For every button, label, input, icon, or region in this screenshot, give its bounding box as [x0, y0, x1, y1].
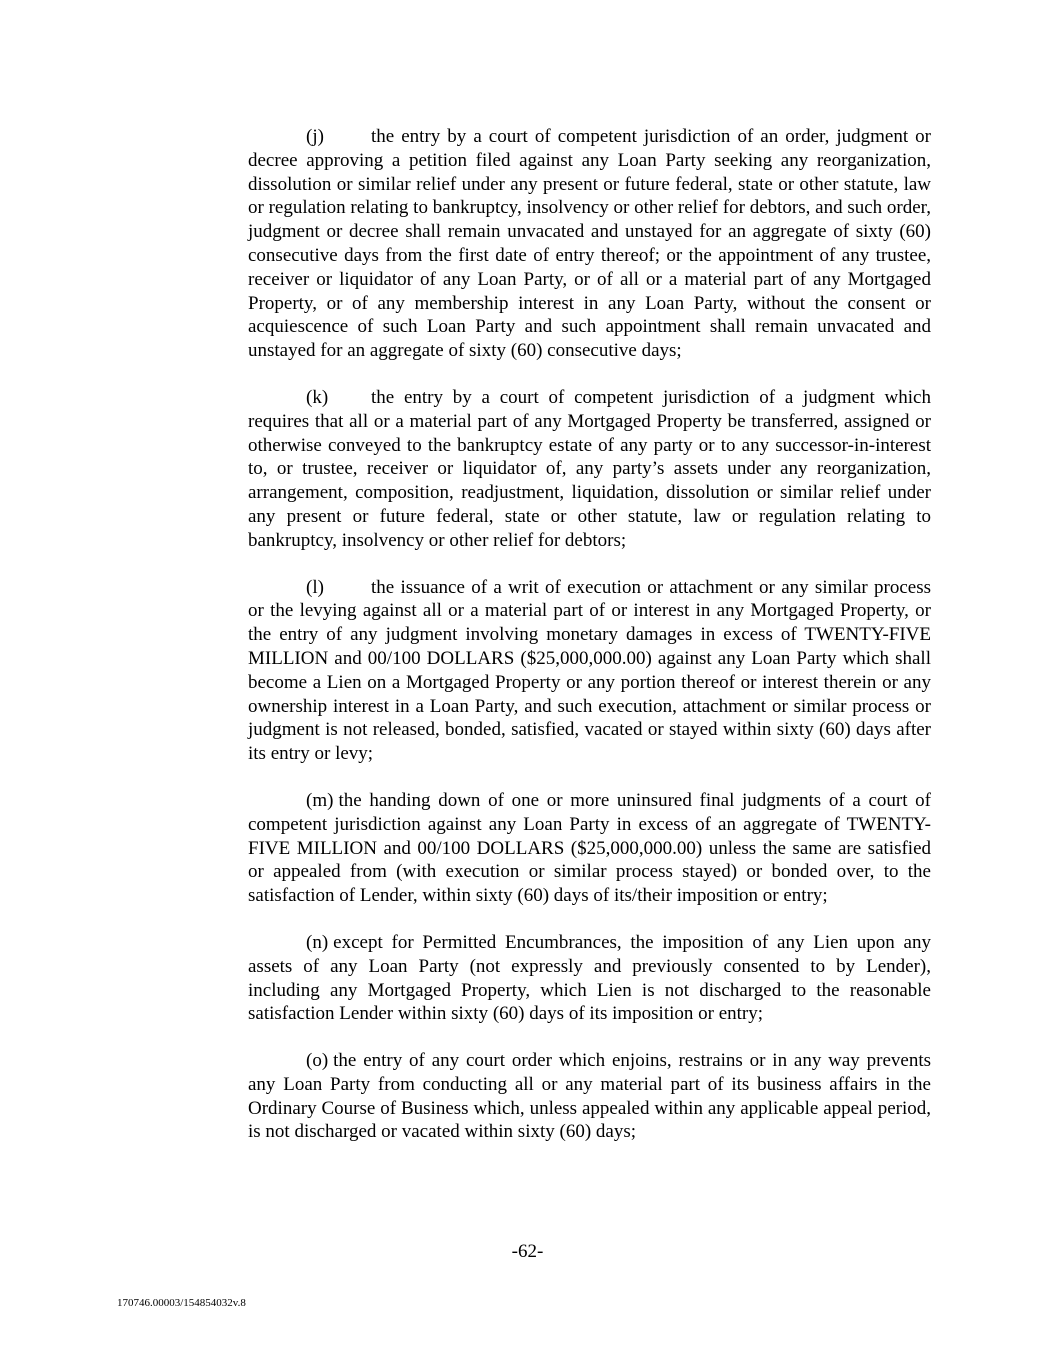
clause-label: (o) [306, 1050, 329, 1072]
clause-label: (k) [306, 386, 329, 408]
clause-l [248, 576, 931, 766]
clause-text: the entry by a court of competent jurisdiction of an order, judgment or decree approving a petition filed against any Loan Party seeking any reorganization, dissolution or similar relief under any present or future federal, state or other statute, law or regulation relating to bankruptcy, insolvency or other relief for debtors, and such order, judgment or decree shall remain unvacated and unstayed for an aggregate of sixty (60) consecutive days from the first date of entry thereof; or the appointment of any trustee, receiver or liquidator of any Loan Party, or of all or a material part of any Mortgaged Property, or of any membership interest in any Loan Party, without the consent or acquiescence of such Loan Party and such appointment shall remain unvacated and unstayed for an aggregate of sixty (60) consecutive days; [248, 126, 931, 362]
clause-text: the entry by a court of competent jurisdiction of a judgment which requires that all or a material part of any Mortgaged Property be transferred, assigned or otherwise conveyed to the bankruptcy estate of any party or to any successor-in-interest to, or trustee, receiver or liquidator of, any party’s assets under any reorganization, arrangement, composition, readjustment, liquidation, dissolution or similar relief under any present or future federal, state or other statute, law or regulation relating to bankruptcy, insolvency or other relief for debtors; [248, 386, 931, 551]
clause-o [248, 1049, 931, 1144]
clause-n [248, 931, 931, 1026]
clause-text: the entry of any court order which enjoins, restrains or in any way prevents any Loan Party from conducting all or any material part of its business affairs in the Ordinary Course of Business which, unless appealed within any applicable appeal period, is not discharged or vacated within sixty (60) days; [248, 1050, 931, 1143]
clause-label: (l) [306, 576, 324, 598]
clause-text: the handing down of one or more uninsured final judgments of a court of competent jurisdiction against any Loan Party in excess of an aggregate of TWENTY-FIVE MILLION and 00/100 DOLLARS ($25,000,000.00) unless the same are satisfied or appealed from (with execution or similar process stayed) or bonded over, to the satisfaction of Lender, within sixty (60) days of its/their imposition or entry; [248, 789, 931, 907]
document-id: 170746.00003/154854032v.8 [117, 1297, 246, 1309]
clause-text: except for Permitted Encumbrances, the imposition of any Lien upon any assets of any Loan Party (not expressly and previously consented to by Lender), including any Mortgaged Property, which Lien is not discharged to the reasonable satisfaction Lender within sixty (60) days of its imposition or entry; [248, 931, 931, 1025]
clause-text: the issuance of a writ of execution or attachment or any similar process or the levying against all or a material part of or interest in any Mortgaged Property, or the entry of any judgment involving monetary damages in excess of TWENTY-FIVE MILLION and 00/100 DOLLARS ($25,000,000.00) against any Loan Party which shall become a Lien on a Mortgaged Property or any portion thereof or interest therein or any ownership interest in a Loan Party, and such execution, attachment or similar process or judgment is not released, bonded, satisfied, vacated or stayed within sixty (60) days after its entry or levy; [248, 576, 931, 765]
page-number: -62- [511, 1241, 544, 1262]
clause-k [248, 386, 931, 553]
clause-j [248, 125, 931, 363]
clause-m [248, 789, 931, 908]
clause-label: (j) [306, 126, 324, 147]
document-body [248, 125, 931, 1167]
clause-label: (m) [306, 789, 334, 811]
clause-label: (n) [306, 931, 329, 953]
